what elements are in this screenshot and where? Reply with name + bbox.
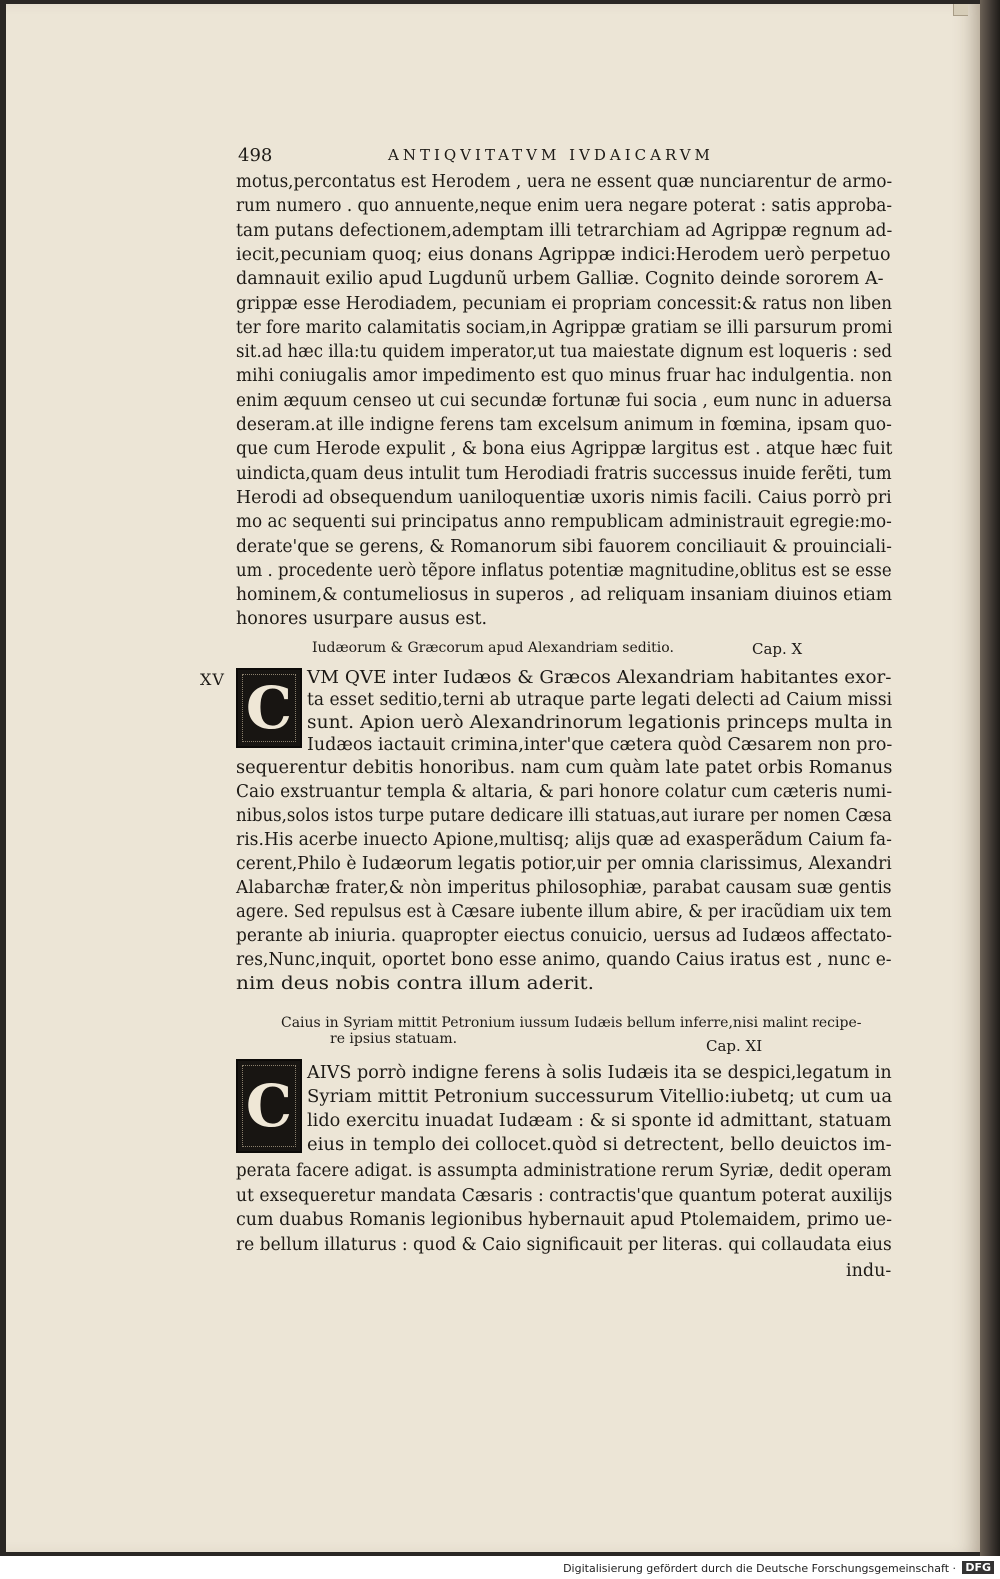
- text-line: sit.ad hæc illa:tu quidem imperator,ut tua maiestate dignum est loqueris : sed: [236, 342, 892, 363]
- page-header: [238, 145, 898, 167]
- decorated-initial-c-floral: [236, 1059, 302, 1153]
- text-line: cerent,Philo è Iudæorum legatis potior,uir per omnia clarissimus, Alexandri: [236, 854, 892, 874]
- text-line: perata facere adigat. is assumpta administratione rerum Syriæ, dedit operam: [236, 1161, 892, 1181]
- text-line: motus,percontatus est Herodem , uera ne essent quæ nunciarentur de armo-: [236, 172, 893, 192]
- text-line: honores usurpare ausus est.: [236, 609, 488, 630]
- text-line: Caio exstruantur templa & altaria, & pari honore colatur cum cæteris numi-: [236, 782, 893, 802]
- text-line: sequerentur debitis honoribus. nam cum quàm late patet orbis Romanus: [236, 758, 893, 778]
- chapter-11-heading-line1: Caius in Syriam mittit Petronium iussum Iudæis bellum inferre,nisi malint recipe-: [281, 1015, 862, 1031]
- running-title: ANTIQVITATVM IVDAICARVM: [388, 146, 714, 164]
- text-line: Iudæos iactauit crimina,inter'que cætera quòd Cæsarem non pro-: [307, 734, 893, 755]
- text-line: agere. Sed repulsus est à Cæsare iubente illum abire, & per iracũdiam uix tem: [236, 902, 892, 922]
- text-line: VM QVE inter Iudæos & Græcos Alexandriam habitantes exor-: [307, 668, 892, 688]
- text-line: ta esset seditio,terni ab utraque parte legati delecti ad Caium missi: [307, 690, 893, 711]
- text-line: eius in templo dei collocet.quòd si detrectent, bello deuictos im-: [307, 1135, 892, 1155]
- digitization-credit: Digitalisierung gefördert durch die Deutsche Forschungsgemeinschaft ·: [563, 1562, 956, 1575]
- text-line: enim æquum censeo ut cui secundæ fortunæ fui socia , eum nunc in aduersa: [236, 390, 892, 411]
- initial-letter: C: [245, 1072, 293, 1140]
- text-line: ut exsequeretur mandata Cæsaris : contractis'que quantum poterat auxilijs: [236, 1185, 893, 1206]
- page-corner-marker: [953, 4, 968, 16]
- initial-letter: C: [245, 674, 293, 742]
- text-line: rum numero . quo annuente,neque enim uera negare poterat : satis approba-: [236, 196, 893, 217]
- text-line: sunt. Apion uerò Alexandrinorum legationis princeps multa in: [307, 712, 893, 733]
- text-line: mo ac sequenti sui principatus anno rempublicam administrauit egregie:mo-: [236, 512, 892, 533]
- text-line: nim deus nobis contra illum aderit.: [236, 974, 595, 994]
- text-line: ris.His acerbe inuecto Apione,multisq; alijs quæ ad exasperãdum Caium fa-: [236, 830, 892, 850]
- text-line: nibus,solos istos turpe putare dedicare illi statuas,aut iurare per nomen Cæsa: [236, 806, 892, 826]
- chapter-11-heading-line2: re ipsius statuam.: [330, 1031, 458, 1047]
- text-line: res,Nunc,inquit, oportet bono esse animo, quando Caius iratus est , nunc e-: [236, 950, 892, 970]
- text-line: damnauit exilio apud Lugdunũ urbem Galliæ. Cognito deinde sororem A-: [236, 269, 884, 290]
- text-line: re bellum illaturus : quod & Caio significauit per literas. qui collaudata eius: [236, 1234, 892, 1255]
- text-line: tam putans defectionem,ademptam illi tetrarchiam ad Agrippæ regnum ad-: [236, 220, 893, 241]
- catchword: indu-: [846, 1261, 892, 1281]
- text-line: Alabarchæ frater,& nòn imperitus philosophiæ, parabat causam suæ gentis: [236, 878, 892, 898]
- text-line: Herodi ad obsequendum uaniloquentiæ uxoris nimis facili. Caius porrò pri: [236, 487, 892, 508]
- text-line: cum duabus Romanis legionibus hybernauit apud Ptolemaidem, primo ue-: [236, 1210, 892, 1230]
- chapter-10-number: Cap. X: [752, 640, 803, 658]
- text-line: ter fore marito calamitatis sociam,in Agrippæ gratiam se illi parsurum promi: [236, 317, 893, 338]
- margin-note-xv: XV: [200, 670, 225, 689]
- text-line: uindicta,quam deus intulit tum Herodiadi fratris successus inuide ferẽti, tum: [236, 463, 892, 484]
- text-line: lido exercitu inuadat Iudæam : & si sponte id admittant, statuam: [307, 1111, 892, 1131]
- text-line: AIVS porrò indigne ferens à solis Iudæis ita se despici,legatum in: [307, 1063, 892, 1083]
- text-line: grippæ esse Herodiadem, pecuniam ei propriam concessit:& ratus non liben: [236, 293, 893, 314]
- dfg-logo: DFG: [962, 1561, 994, 1574]
- text-line: derate'que se gerens, & Romanorum sibi fauorem conciliauit & prouinciali-: [236, 536, 892, 557]
- text-line: Syriam mittit Petronium successurum Vitellio:iubetq; ut cum ua: [307, 1087, 893, 1107]
- text-line: perante ab iniuria. quapropter eiectus conuicio, uersus ad Iudæos affectato-: [236, 926, 892, 946]
- decorated-initial-c: [236, 668, 302, 748]
- chapter-10-heading: Iudæorum & Græcorum apud Alexandriam seditio.: [312, 640, 674, 656]
- text-line: iecit,pecuniam quoq; eius donans Agrippæ indici:Herodem uerò perpetuo: [236, 244, 891, 265]
- text-line: que cum Herode expulit , & bona eius Agrippæ largitus est . atque hæc fuit: [236, 439, 893, 460]
- page-number: 498: [238, 145, 273, 166]
- chapter-11-number: Cap. XI: [706, 1037, 763, 1055]
- text-line: mihi coniugalis amor impedimento est quo minus fruar hac indulgentia. non: [236, 366, 893, 387]
- text-line: deseram.at ille indigne ferens tam excelsum animum in fœmina, ipsam quo-: [236, 415, 892, 435]
- book-spine: [980, 0, 1000, 1560]
- text-line: um . procedente uerò tẽpore inflatus potentiæ magnitudine,oblitus est se esse: [236, 560, 892, 581]
- text-line: hominem,& contumeliosus in superos , ad reliquam insaniam diuinos etiam: [236, 585, 893, 606]
